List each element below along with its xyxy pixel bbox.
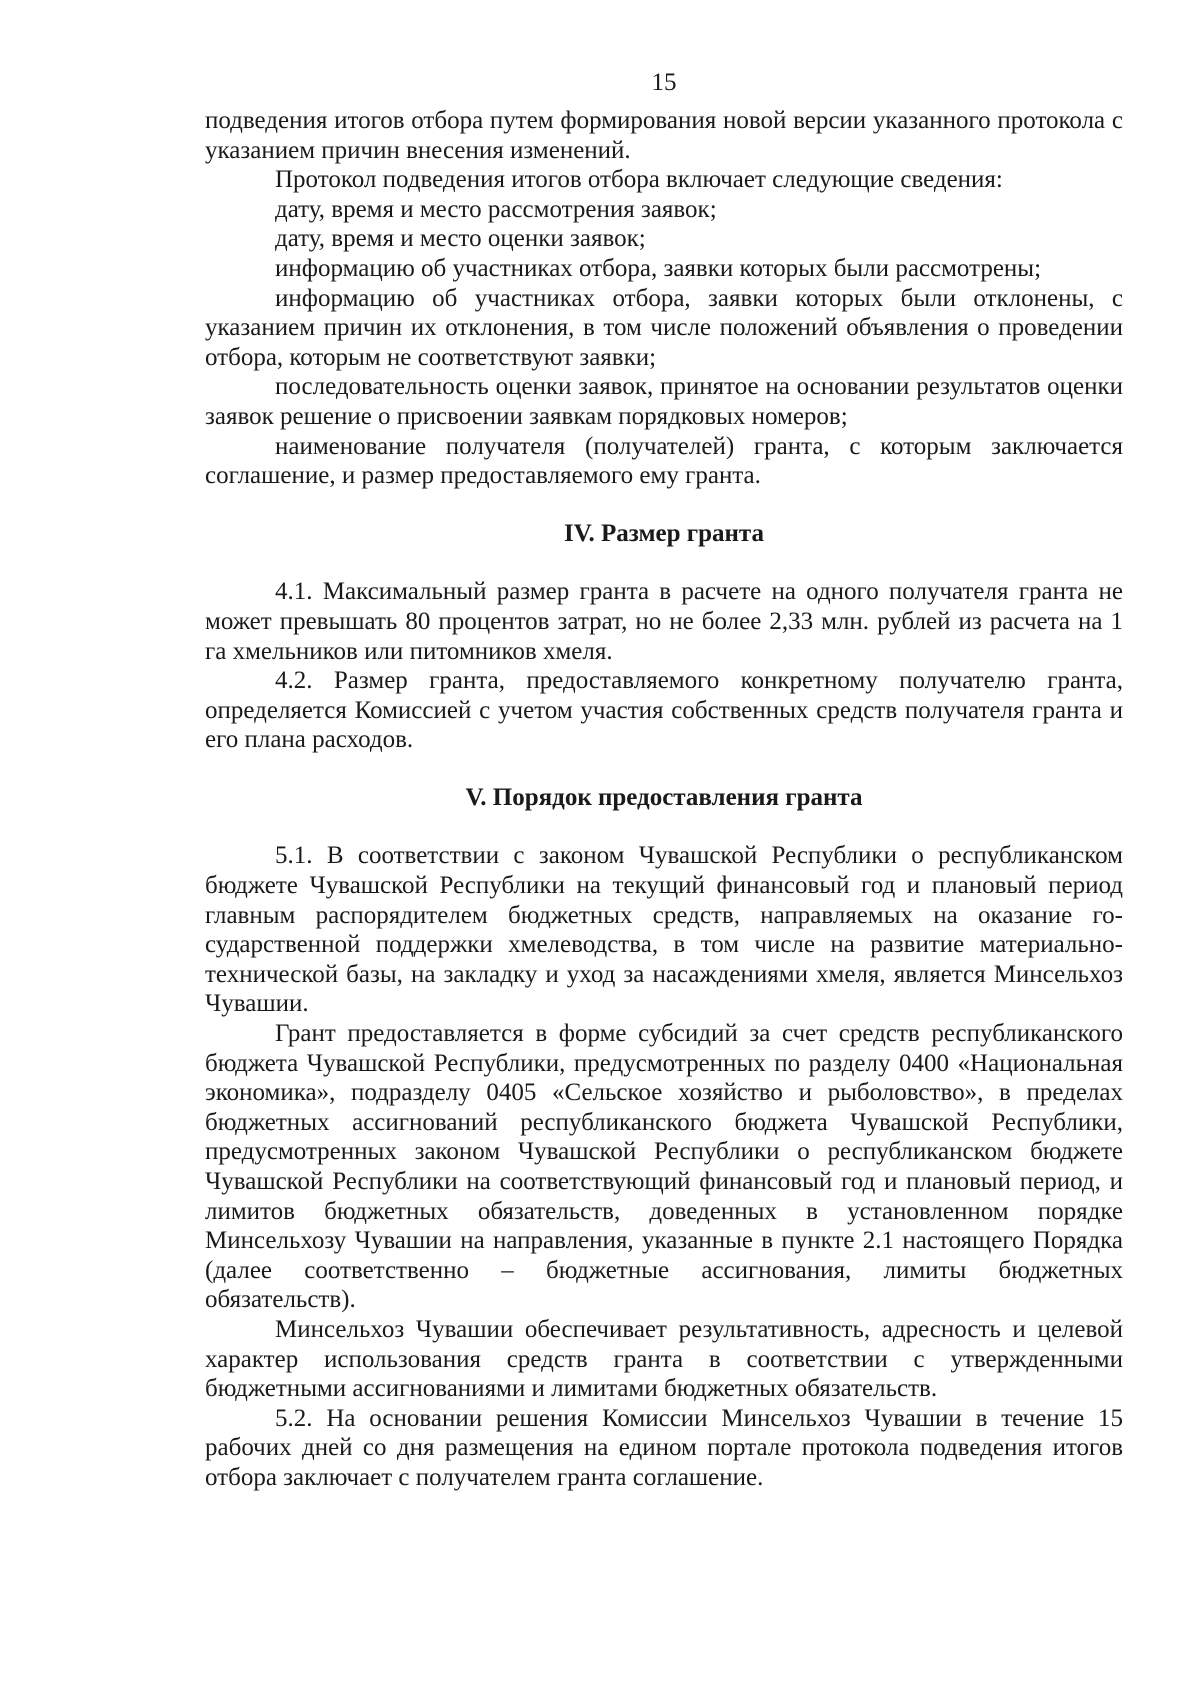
intro-block	[205, 106, 1123, 491]
list-item: информацию об участниках отбора, заявки которых были отклонены, с указанием причин их отклонения, в том числе положений объявления о проведении отбора, которым не соответствуют заявки;	[205, 284, 1123, 371]
list-item: дату, время и место рассмотрения заявок;	[275, 195, 717, 223]
list-item: информацию об участниках отбора, заявки которых были рассмотрены;	[275, 254, 1042, 282]
paragraph: 5.2. На основании решения Комиссии Минсельхоз Чувашии в течение 15 рабочих дней со дня размещения на едином портале протокола подведения итогов отбора заключает с получателем гранта соглашение.	[205, 1404, 1123, 1491]
list-item: наименование получателя (получателей) гранта, с которым заключается соглашение, и размер предоставляемого ему гранта.	[205, 432, 1123, 490]
paragraph: подведения итогов отбора путем формирования новой версии указанного протокола с указанием причин внесения изменений.	[205, 107, 1123, 164]
section-4-body	[205, 577, 1123, 755]
paragraph: 5.1. В соответствии с законом Чувашской Республики о республиканском бюджете Чувашской Республики на текущий финансовый год и плановый период главным распорядителем бюджетных средств, направляемых на оказание государственной поддержки хмелеводства, в том числе на развитие материально-технической базы, на закладку и уход за насаждениями хмеля, является Минсельхоз Чувашии.	[205, 842, 1123, 1018]
paragraph: 4.2. Размер гранта, предоставляемого конкретному получателю гранта, определяется Комиссией с учетом участия собственных средств получателя гранта и его плана расходов.	[205, 667, 1123, 754]
document-page	[205, 68, 1123, 1493]
section-heading-4: IV. Размер гранта	[563, 519, 765, 547]
paragraph: Грант предоставляется в форме субсидий за счет средств республиканского бюджета Чувашской Республики, предусмотренных по разделу 0400 «Национальная экономика», подразделу 0405 «Сельское хозяйство и рыболовство», в пределах бюджетных ассигнований республиканского бюджета Чувашской Республики, предусмотренных законом Чувашской Республики о республиканском бюджете Чувашской Республики на соответствующий финансовый год и плановый период, и лимитов бюджетных обязательств, доведенных в установленном порядке Минсельхозу Чувашии на направления, указанные в пункте 2.1 настоящего Порядка (далее соответственно – бюджетные ассигнования, лимиты бюджетных обязательств).	[205, 1020, 1123, 1314]
section-5-body	[205, 841, 1123, 1492]
paragraph: 4.1. Максимальный размер гранта в расчете на одного получателя гранта не может превышать 80 процентов затрат, но не более 2,33 млн. рублей из расчета на 1 га хмельников или питомников хмеля.	[205, 578, 1123, 665]
section-heading-5: V. Порядок предоставления гранта	[465, 783, 863, 811]
list-item: последовательность оценки заявок, принятое на основании результатов оценки заявок решение о присвоении заявкам порядковых номеров;	[205, 373, 1123, 430]
list-item: дату, время и место оценки заявок;	[275, 225, 646, 253]
paragraph: Минсельхоз Чувашии обеспечивает результативность, адресность и целевой характер использования средств гранта в соответствии с утвержденными бюджетными ассигнованиями и лимитами бюджетных обязательств.	[205, 1315, 1123, 1403]
page-number: 15	[651, 69, 677, 96]
paragraph: Протокол подведения итогов отбора включает следующие сведения:	[275, 166, 1003, 194]
